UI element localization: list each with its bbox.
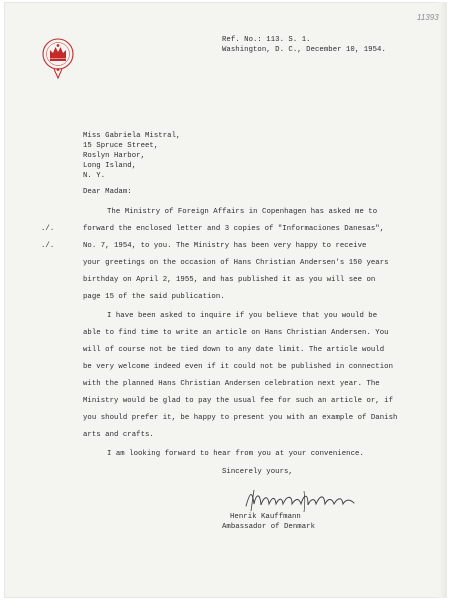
body-line: forward the enclosed letter and 3 copies of "Informaciones Danesas", — [83, 225, 385, 233]
body-line: arts and crafts. — [83, 431, 154, 439]
salutation: Dear Madam: — [83, 188, 132, 196]
recipient-line: Roslyn Harbor, — [83, 152, 146, 160]
recipient-line: Miss Gabriela Mistral, — [83, 132, 181, 140]
place-and-date: Washington, D. C., December 10, 1954. — [222, 46, 386, 54]
body-line: I am looking forward to hear from you at your convenience. — [107, 450, 364, 458]
body-line: will of course not be tied down to any date limit. The article would — [83, 346, 385, 354]
body-line: The Ministry of Foreign Affairs in Copenhagen has asked me to — [107, 208, 378, 216]
body-line: birthday on April 2, 1955, and has published it as you will see on — [83, 276, 376, 284]
enclosure-mark: ./. — [41, 225, 55, 233]
body-line: your greetings on the occasion of Hans Christian Andersen's 150 years — [83, 259, 389, 267]
signer-title: Ambassador of Denmark — [222, 523, 316, 531]
body-line: with the planned Hans Christian Andersen celebration next year. The — [83, 380, 380, 388]
body-line: able to find time to write an article on Hans Christian Andersen. You — [83, 329, 389, 337]
closing: Sincerely yours, — [222, 468, 293, 476]
body-line: be very welcome indeed even if it could not be published in connection — [83, 363, 394, 371]
signer-name: Henrik Kauffmann — [230, 513, 301, 521]
reference-number: Ref. No.: 113. S. 1. — [222, 36, 311, 44]
letter-page — [4, 2, 447, 598]
body-line: you should prefer it, be happy to present you with an example of Danish — [83, 414, 398, 422]
recipient-line: N. Y. — [83, 172, 106, 180]
danish-crown-emblem-icon — [40, 36, 76, 80]
archive-number: 11393 — [417, 13, 439, 22]
body-line: No. 7, 1954, to you. The Ministry has been very happy to receive — [83, 242, 367, 250]
body-line: Ministry would be glad to pay the usual fee for such an article or, if — [83, 397, 394, 405]
body-line: I have been asked to inquire if you believe that you would be — [107, 312, 378, 320]
recipient-line: 15 Spruce Street, — [83, 142, 159, 150]
handwritten-signature — [242, 486, 362, 514]
body-line: page 15 of the said publication. — [83, 293, 225, 301]
enclosure-mark: ./. — [41, 242, 55, 250]
recipient-line: Long Island, — [83, 162, 137, 170]
